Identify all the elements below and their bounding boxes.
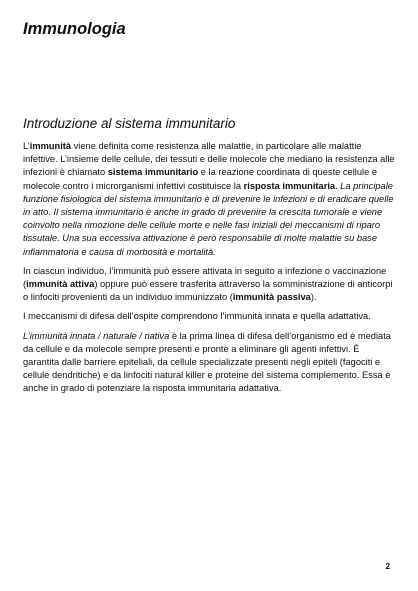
text-run: L’ xyxy=(23,141,30,151)
paragraph xyxy=(23,265,398,305)
section-heading: Introduzione al sistema immunitario xyxy=(23,116,236,131)
text-run-italic: L’immunità innata / naturale / nativa xyxy=(23,330,170,341)
text-run-bold: risposta immunitaria xyxy=(243,180,336,191)
text-run-italic: La principale funzione fisiologica del sistema immunitario è di prevenire le infezioni e di eradicare quelle in atto. Il sistema immunitario è anche in grado di prevenire la crescita tumorale e viene coinvolto nella rimozione delle cellule morte e nelle fasi iniziali dei meccanismi di riparo tissutale. Una sua eccessiva attivazione è però responsabile di molte malattie su base infiammatoria e causa di morbosità e mortalità. xyxy=(23,180,394,257)
paragraph xyxy=(23,310,398,323)
text-run: . xyxy=(335,180,341,191)
paragraph xyxy=(23,330,398,396)
text-run-bold: immunità passiva xyxy=(232,292,311,303)
text-run: è la prima linea di difesa dell’organismo ed è mediata da cellule e da molecole sempre presenti e pronte a eliminare gli agenti infettivi. È garantita dalle barriere epiteliali, da cellule specializzate presenti negli epiteli (fagociti e cellule dendritiche) e da linfociti natural killer e proteine del sistema complemento. Essa è anche in grado di potenziare la risposta immunitaria adattativa. xyxy=(23,330,391,394)
text-run-bold: immunità xyxy=(29,141,72,151)
document-title: Immunologia xyxy=(23,20,126,38)
text-run: ) oppure può essere trasferita attraverso la somministrazione di anticorpi o linfociti provenienti da un individuo immunizzato ( xyxy=(23,279,393,303)
text-run: I meccanismi di difesa dell’ospite comprendono l’immunità innata e quella adattativa. xyxy=(23,311,371,322)
page-number: 2 xyxy=(385,562,390,571)
body-text xyxy=(23,140,398,402)
text-run-bold: immunità attiva xyxy=(26,279,95,290)
text-run: ). xyxy=(310,292,317,303)
text-run: e la reazione coordinata di queste cellule e molecole contro i microrganismi infettivi costituisce la xyxy=(23,167,378,191)
paragraph xyxy=(23,140,398,259)
text-run: viene definita come resistenza alle malattie, in particolare alle malattie infettive. L’insieme delle cellule, dei tessuti e delle molecole che mediano la resistenza alle infezioni è chiamato xyxy=(23,141,395,178)
text-run-bold: sistema immunitario xyxy=(107,167,199,178)
text-run: In ciascun individuo, l’immunità può essere attivata in seguito a infezione o vaccinazione ( xyxy=(23,265,387,290)
